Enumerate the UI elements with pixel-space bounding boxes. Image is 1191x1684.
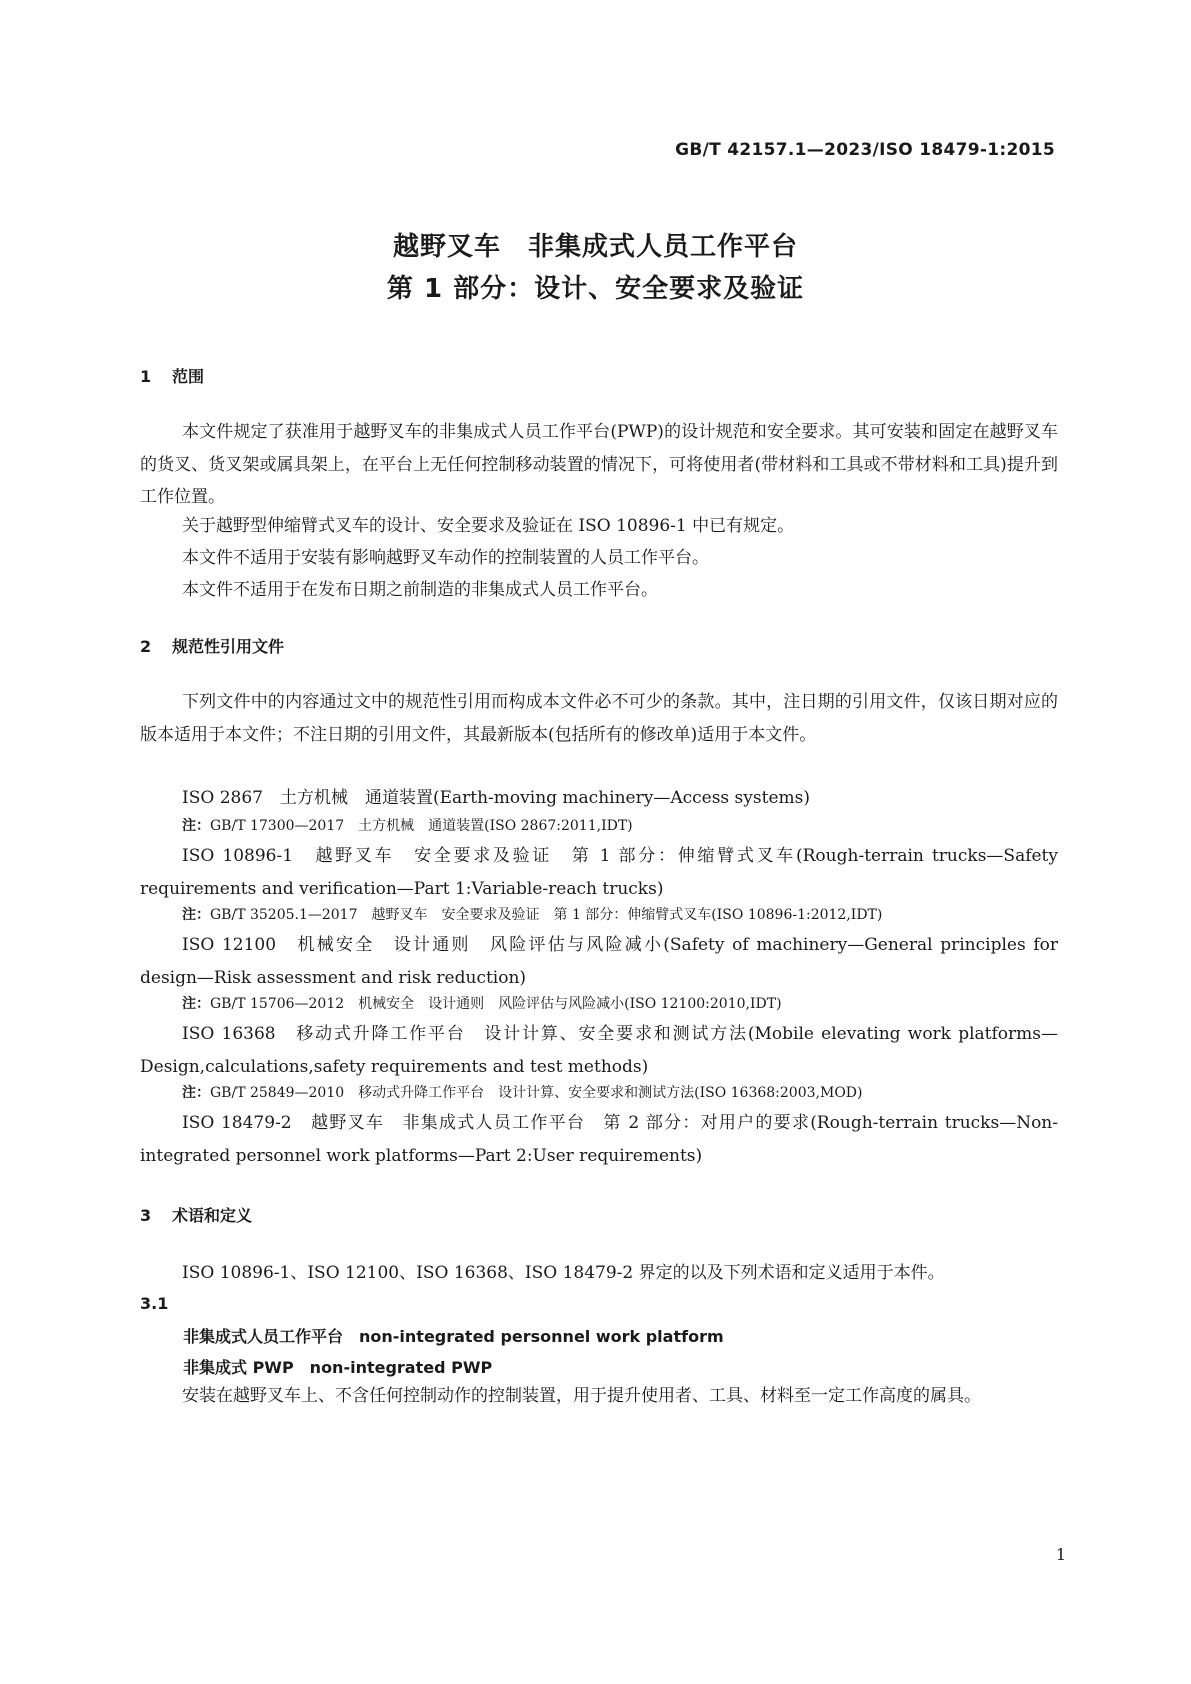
document-title-line-1: 越野叉车 非集成式人员工作平台 <box>392 232 798 262</box>
normative-references-intro: 下列文件中的内容通过文中的规范性引用而构成本文件必不可少的条款。其中，注日期的引用文件，仅该日期对应的版本适用于本文件；不注日期的引用文件，其最新版本(包括所有的修改单)适用于本文件。 <box>140 692 1058 745</box>
section-title: 范围 <box>172 367 205 386</box>
note-label: 注： <box>182 818 210 834</box>
term-definition: 安装在越野叉车上、不含任何控制动作的控制装置，用于提升使用者、工具、材料至一定工作高度的属具。 <box>182 1386 981 1406</box>
scope-paragraph-3: 本文件不适用于安装有影响越野叉车动作的控制装置的人员工作平台。 <box>182 548 709 568</box>
section-number: 1 <box>140 367 152 386</box>
reference-note <box>182 1083 1062 1103</box>
section-2-heading <box>140 634 284 657</box>
term-preferred: 非集成式人员工作平台 non-integrated personnel work platform <box>183 1327 724 1346</box>
note-label: 注： <box>182 996 210 1012</box>
note-text: GB/T 17300—2017 土方机械 通道装置(ISO 2867:2011,IDT) <box>210 818 633 834</box>
note-text: GB/T 25849—2010 移动式升降工作平台 设计计算、安全要求和测试方法(ISO 16368:2003,MOD) <box>210 1085 863 1101</box>
document-title-line-2: 第 1 部分：设计、安全要求及验证 <box>386 274 805 304</box>
note-label: 注： <box>182 907 210 923</box>
reference-note <box>182 905 1062 925</box>
section-number: 2 <box>140 637 152 656</box>
page-number: 1 <box>1055 1545 1066 1564</box>
section-title: 术语和定义 <box>172 1206 253 1225</box>
scope-paragraph-1: 本文件规定了获准用于越野叉车的非集成式人员工作平台(PWP)的设计规范和安全要求。其可安装和固定在越野叉车的货叉、货叉架或属具架上，在平台上无任何控制移动装置的情况下，可将使用者(带材料和工具或不带材料和工具)提升到工作位置。 <box>140 422 1058 507</box>
note-text: GB/T 35205.1—2017 越野叉车 安全要求及验证 第 1 部分：伸缩臂式叉车(ISO 10896-1:2012,IDT) <box>210 907 883 923</box>
reference-note <box>182 816 1062 836</box>
reference-iso-16368: ISO 16368 移动式升降工作平台 设计计算、安全要求和测试方法(Mobile elevating work platforms—Design,calculations,safety requirements and test methods) <box>140 1024 1058 1077</box>
reference-note <box>182 994 1062 1014</box>
section-1-heading <box>140 364 204 387</box>
reference-iso-2867: ISO 2867 土方机械 通道装置(Earth-moving machinery—Access systems) <box>182 788 810 808</box>
section-number: 3 <box>140 1206 152 1225</box>
reference-iso-12100: ISO 12100 机械安全 设计通则 风险评估与风险减小(Safety of machinery—General principles for design—Risk assessment and risk reduction) <box>140 935 1058 988</box>
section-title: 规范性引用文件 <box>172 637 285 656</box>
standard-code: GB/T 42157.1—2023/ISO 18479-1:2015 <box>675 140 1055 160</box>
reference-iso-18479-2: ISO 18479-2 越野叉车 非集成式人员工作平台 第 2 部分：对用户的要求(Rough-terrain trucks—Non-integrated personnel work platforms—Part 2:User requirements) <box>140 1113 1058 1166</box>
term-admitted: 非集成式 PWP non-integrated PWP <box>183 1358 493 1377</box>
section-3-heading <box>140 1203 252 1226</box>
reference-iso-10896-1: ISO 10896-1 越野叉车 安全要求及验证 第 1 部分：伸缩臂式叉车(Rough-terrain trucks—Safety requirements and verification—Part 1:Variable-reach trucks) <box>140 846 1058 899</box>
scope-paragraph-4: 本文件不适用于在发布日期之前制造的非集成式人员工作平台。 <box>182 580 658 600</box>
term-number: 3.1 <box>140 1294 169 1313</box>
note-text: GB/T 15706—2012 机械安全 设计通则 风险评估与风险减小(ISO 12100:2010,IDT) <box>210 996 782 1012</box>
note-label: 注： <box>182 1085 210 1101</box>
terms-intro: ISO 10896-1、ISO 12100、ISO 16368、ISO 18479-2 界定的以及下列术语和定义适用于本件。 <box>182 1263 945 1283</box>
scope-paragraph-2: 关于越野型伸缩臂式叉车的设计、安全要求及验证在 ISO 10896-1 中已有规定。 <box>182 516 795 536</box>
